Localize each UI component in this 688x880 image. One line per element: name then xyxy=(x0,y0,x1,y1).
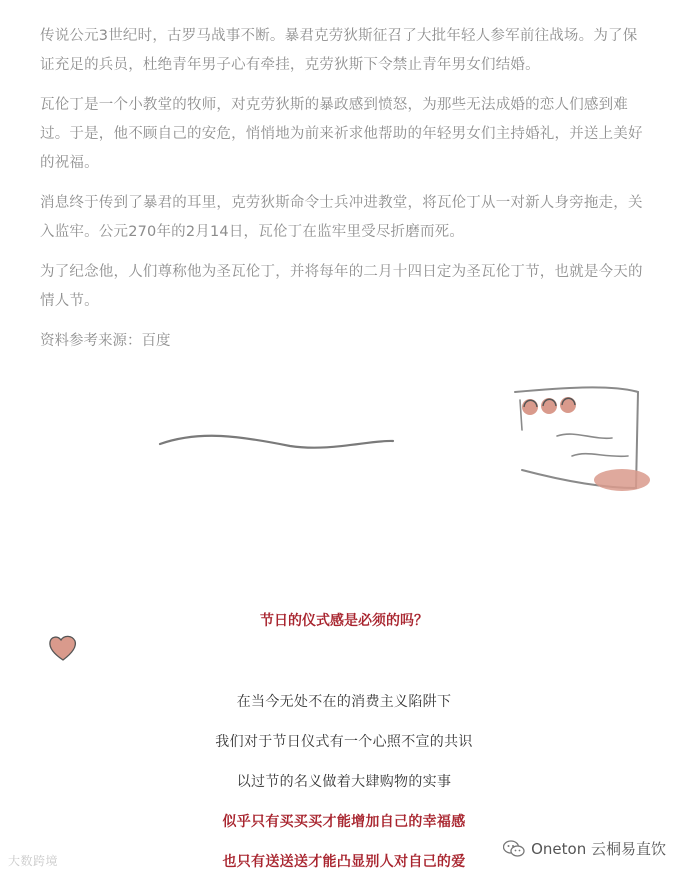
source-note: 资料参考来源：百度 xyxy=(40,333,171,349)
section-line: 以过节的名义做着大肆购物的实事 xyxy=(236,774,452,790)
hand-illustration-icon xyxy=(0,370,688,510)
section-question: 节日的仪式感是必须的吗？ xyxy=(260,613,428,629)
article-body xyxy=(40,22,652,356)
section-line-emphasis: 似乎只有买买买才能增加自己的幸福感 xyxy=(222,814,466,830)
article-paragraph: 消息终于传到了暴君的耳里，克劳狄斯命令士兵冲进教堂，将瓦伦丁从一对新人身旁拖走，关入监牢。公元270年的2月14日，瓦伦丁在监牢里受尽折磨而死。 xyxy=(40,195,643,240)
section-line-emphasis: 也只有送送送才能凸显别人对自己的爱 xyxy=(222,854,466,870)
section-line: 我们对于节日仪式有一个心照不宣的共识 xyxy=(215,734,473,750)
watermark-right-text: Oneton 云桐易直饮 xyxy=(531,840,666,858)
watermark-left xyxy=(8,852,58,869)
heart-icon xyxy=(46,632,80,664)
article-paragraph: 为了纪念他，人们尊称他为圣瓦伦丁，并将每年的二月十四日定为圣瓦伦丁节，也就是今天的情人节。 xyxy=(40,264,643,309)
wechat-icon xyxy=(503,840,525,858)
section-line: 在当今无处不在的消费主义陷阱下 xyxy=(236,694,452,710)
watermark-right xyxy=(503,838,666,859)
article-paragraph: 传说公元3世纪时，古罗马战事不断。暴君克劳狄斯征召了大批年轻人参军前往战场。为了保证充足的兵员，杜绝青年男子心有牵挂，克劳狄斯下令禁止青年男女们结婚。 xyxy=(40,28,638,73)
article-paragraph: 瓦伦丁是一个小教堂的牧师，对克劳狄斯的暴政感到愤怒，为那些无法成婚的恋人们感到难过。于是，他不顾自己的安危，悄悄地为前来祈求他帮助的年轻男女们主持婚礼，并送上美好的祝福。 xyxy=(40,97,643,171)
watermark-left-text: 大数跨境 xyxy=(8,854,59,868)
